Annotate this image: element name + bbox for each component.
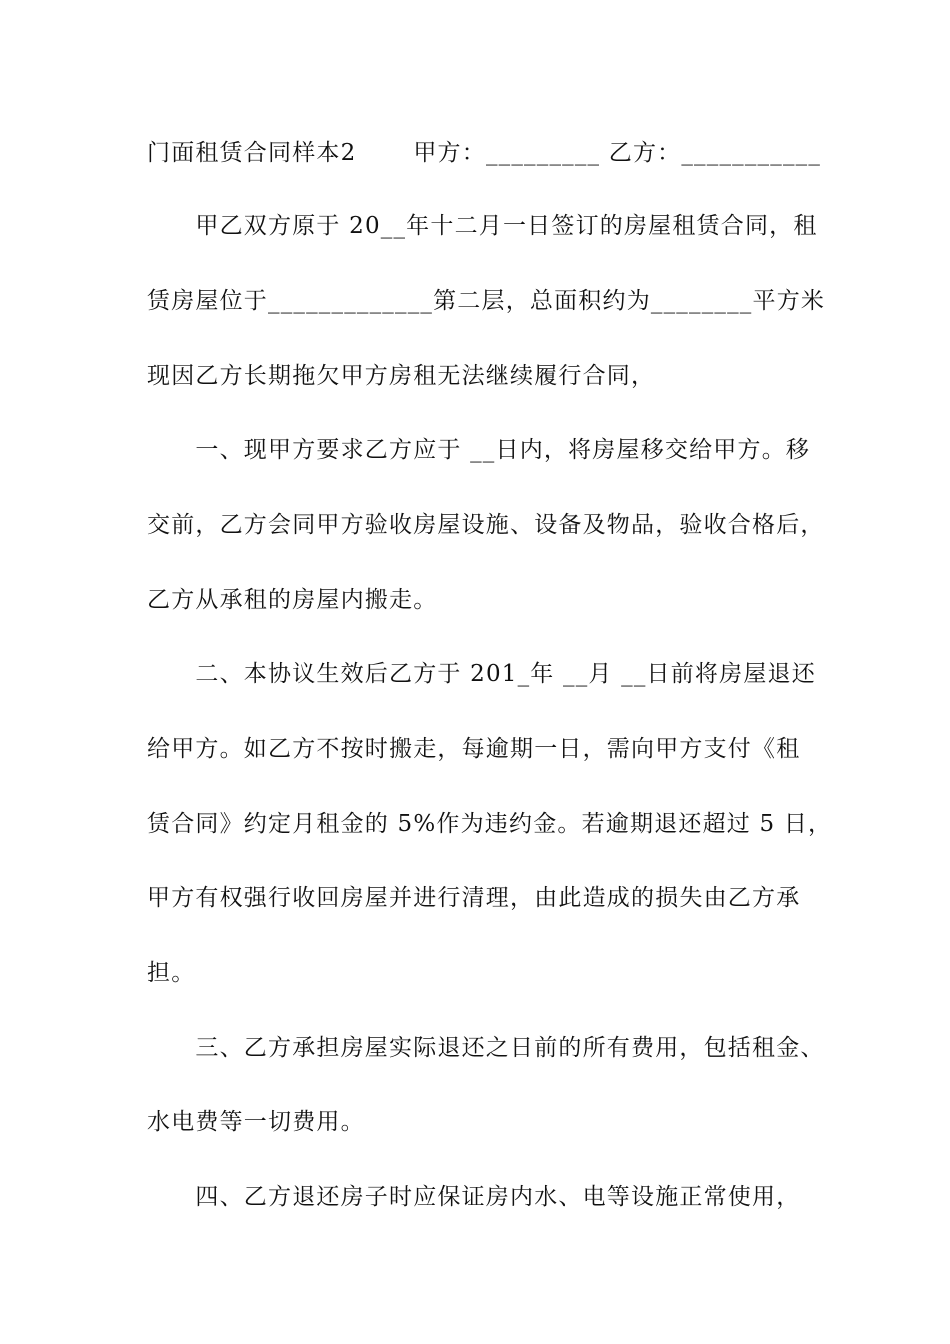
paragraph-line: 赁房屋位于_____________第二层，总面积约为________平方米 xyxy=(147,288,826,314)
paragraph-line: 甲乙双方原于 20__年十二月一日签订的房屋租赁合同，租 xyxy=(147,213,818,239)
paragraph-line: 水电费等一切费用。 xyxy=(147,1109,365,1135)
paragraph-line: 乙方从承租的房屋内搬走。 xyxy=(147,587,438,613)
title-line: 门面租赁合同样本2 甲方：_________ 乙方：___________ xyxy=(147,140,822,166)
clause-one-line: 一、现甲方要求乙方应于 __日内，将房屋移交给甲方。移 xyxy=(147,437,811,463)
paragraph-line: 赁合同》约定月租金的 5%作为违约金。若逾期退还超过 5 日， xyxy=(147,811,833,837)
paragraph-line: 担。 xyxy=(147,960,196,986)
clause-four-line: 四、乙方退还房子时应保证房内水、电等设施正常使用， xyxy=(147,1184,801,1210)
paragraph-line: 甲方有权强行收回房屋并进行清理，由此造成的损失由乙方承 xyxy=(147,885,801,911)
paragraph-line: 给甲方。如乙方不按时搬走，每逾期一日，需向甲方支付《租 xyxy=(147,736,801,762)
clause-three-line: 三、乙方承担房屋实际退还之日前的所有费用，包括租金、 xyxy=(147,1035,825,1061)
paragraph-line: 现因乙方长期拖欠甲方房租无法继续履行合同， xyxy=(147,363,656,389)
paragraph-line: 交前，乙方会同甲方验收房屋设施、设备及物品，验收合格后， xyxy=(147,512,825,538)
clause-two-line: 二、本协议生效后乙方于 201_年 __月 __日前将房屋退还 xyxy=(147,661,816,687)
